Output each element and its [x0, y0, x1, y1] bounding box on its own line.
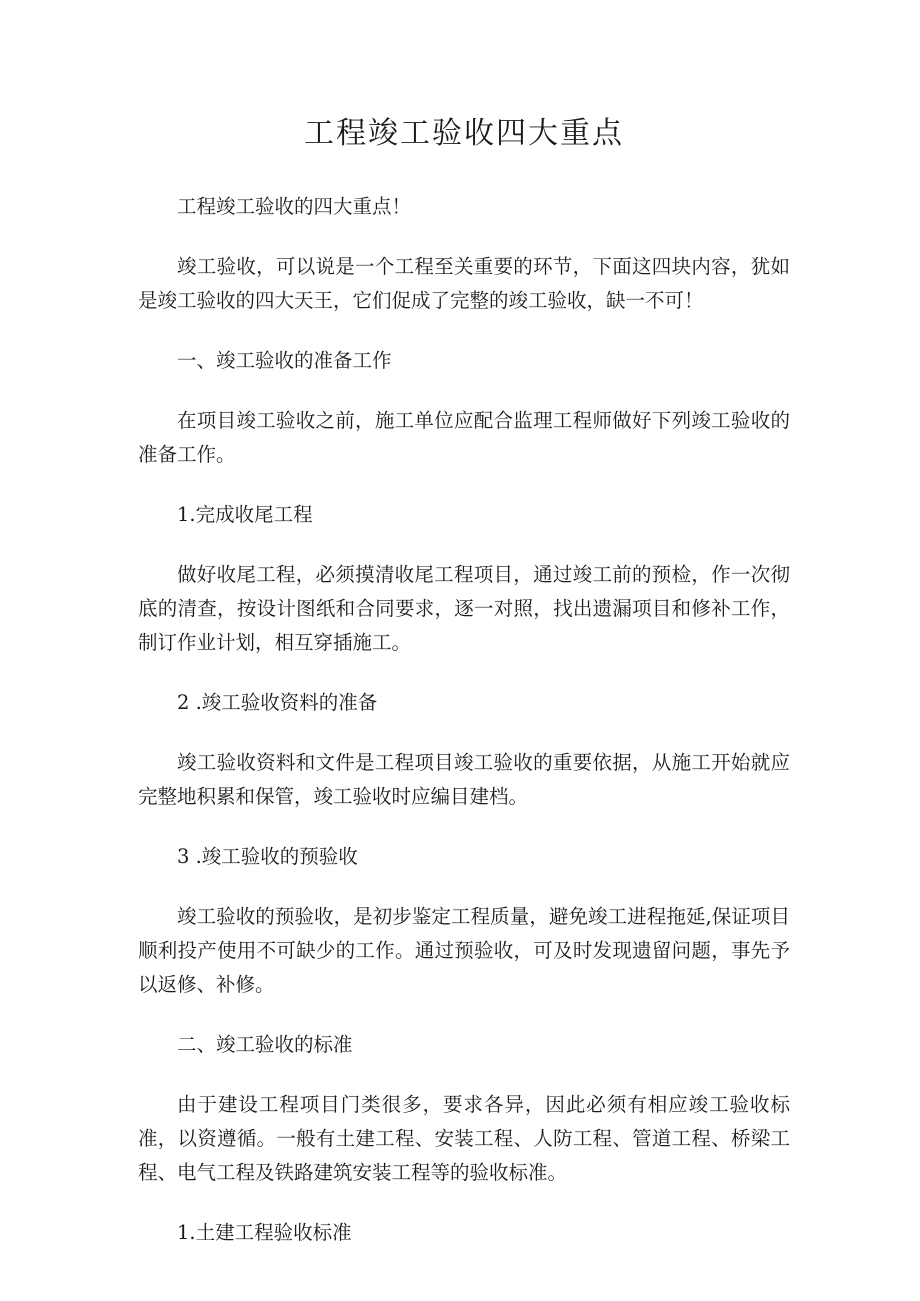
standards-paragraph: 由于建设工程项目门类很多，要求各异，因此必须有相应竣工验收标准，以资遵循。一般有土建工程、安装工程、人防工程、管道工程、桥梁工程、电气工程及铁路建筑安装工程等的验收标准。	[138, 1093, 790, 1184]
finishing-work-paragraph: 做好收尾工程，必须摸清收尾工程项目，通过竣工前的预检，作一次彻底的清查，按设计图纸和合同要求，逐一对照，找出遗漏项目和修补工作，制订作业计划，相互穿插施工。	[138, 563, 790, 654]
documents-paragraph: 竣工验收资料和文件是工程项目竣工验收的重要依据，从施工开始就应完整地积累和保管，竣工验收时应编目建档。	[138, 751, 790, 808]
subsection-heading-pre-acceptance: 3 .竣工验收的预验收	[177, 845, 358, 868]
pre-acceptance-paragraph: 竣工验收的预验收，是初步鉴定工程质量，避免竣工进程拖延,保证项目顺利投产使用不可缺少的工作。通过预验收，可及时发现遗留问题，事先予以返修、补修。	[138, 905, 790, 996]
intro-paragraph: 工程竣工验收的四大重点！	[177, 195, 412, 218]
preparation-paragraph: 在项目竣工验收之前，施工单位应配合监理工程师做好下列竣工验收的准备工作。	[138, 409, 790, 466]
subsection-heading-documents: 2 .竣工验收资料的准备	[177, 691, 378, 714]
document-title: 工程竣工验收四大重点	[304, 116, 624, 151]
section-heading-standards: 二、竣工验收的标准	[177, 1033, 353, 1056]
section-heading-preparation: 一、竣工验收的准备工作	[177, 349, 392, 372]
overview-paragraph: 竣工验收，可以说是一个工程至关重要的环节，下面这四块内容，犹如是竣工验收的四大天王，它们促成了完整的竣工验收，缺一不可！	[138, 255, 790, 312]
subsection-heading-finishing-work: 1.完成收尾工程	[177, 503, 313, 526]
subsection-heading-civil-standards: 1.土建工程验收标准	[177, 1221, 352, 1244]
